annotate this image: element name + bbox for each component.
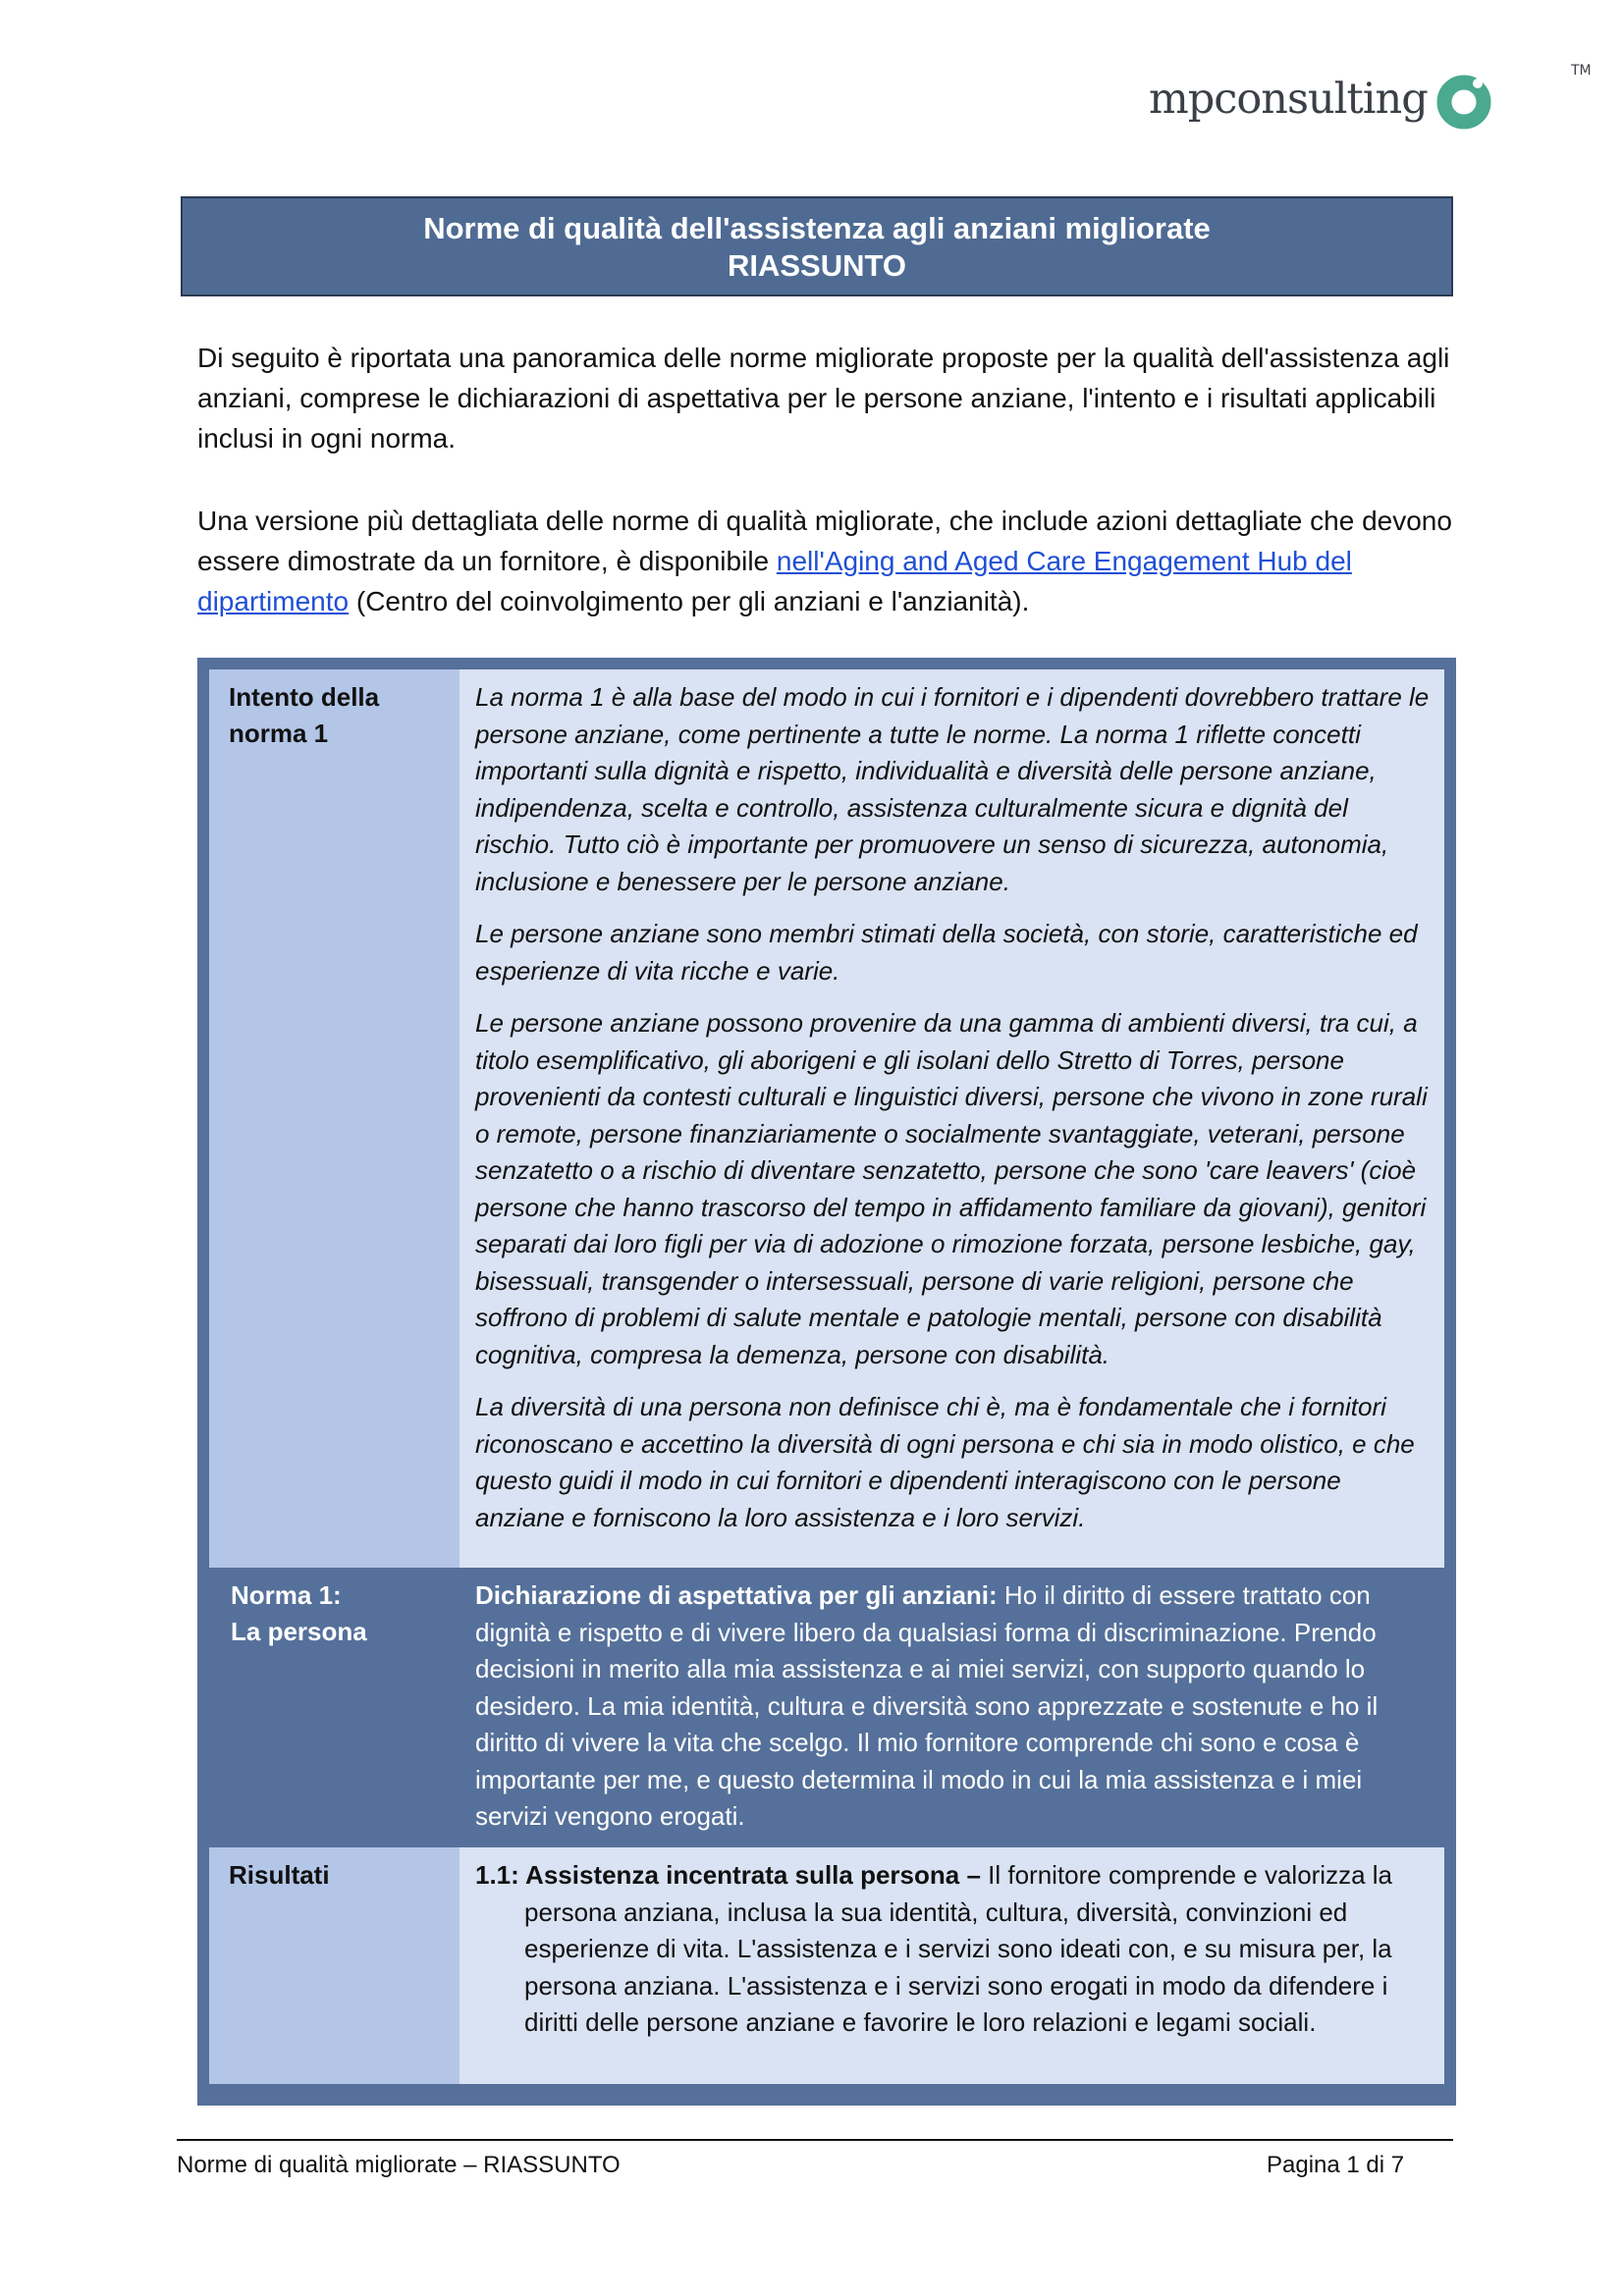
- engagement-hub-link[interactable]: nell'Aging and Aged Care Engagement Hub del dipartimento: [197, 546, 1352, 616]
- intro-paragraph-2: [197, 501, 1454, 621]
- results-body: [460, 1847, 1444, 2084]
- footer-divider: [177, 2139, 1453, 2141]
- intent-label: Intento della norma 1: [209, 669, 460, 1568]
- result-item-title: 1.1: Assistenza incentrata sulla persona –: [475, 1860, 981, 1890]
- logo-wordmark: mpconsulting: [1149, 75, 1428, 124]
- document-title-box: [181, 196, 1453, 296]
- intro-text-after-link: (Centro del coinvolgimento per gli anziani e l'anzianità).: [349, 586, 1030, 616]
- company-logo: [1149, 63, 1592, 133]
- result-item: [475, 1857, 1434, 2042]
- intent-row: [209, 669, 1444, 1568]
- standard-table: [197, 658, 1456, 2106]
- norm-label: Norma 1: La persona: [231, 1580, 367, 1646]
- result-item-text: Il fornitore comprende e valorizza la persona anziana, inclusa la sua identità, cultura, diversità, convinzioni ed esperienze di vita. L'assistenza e i servizi sono ideati con, e su misura per, la persona anziana. L'assistenza e i servizi sono erogati in modo da difendere i diritti delle persone anziane e favorire le loro relazioni e legami sociali.: [524, 1860, 1393, 2037]
- document-subtitle: RIASSUNTO: [727, 248, 906, 283]
- intent-paragraph: Le persone anziane sono membri stimati della società, con storie, caratteristiche ed esperienze di vita ricche e varie.: [475, 919, 1418, 986]
- statement-text: Ho il diritto di essere trattato con dignità e rispetto e di vivere libero da qualsiasi forma di discriminazione. Prendo decisioni in merito alla mia assistenza e ai miei servizi, con supporto quando lo desidero. La mia identità, cultura e diversità sono apprezzate e sostenute e ho il diritto di vivere la vita che scelgo. Il mio fornitore comprende chi sono e cosa è importante per me, e questo determina il modo in cui la mia assistenza e i miei servizi vengono erogati.: [475, 1580, 1379, 1831]
- intent-body: [460, 669, 1444, 1568]
- footer-page-number: Pagina 1 di 7: [1267, 2152, 1405, 2178]
- footer-document-name: Norme di qualità migliorate – RIASSUNTO: [177, 2152, 621, 2178]
- statement-title: Dichiarazione di aspettativa per gli anziani:: [475, 1580, 998, 1610]
- intent-paragraph: La norma 1 è alla base del modo in cui i fornitori e i dipendenti dovrebbero trattare le persone anziane, come pertinente a tutte le norme. La norma 1 riflette concetti importanti sulla dignità e rispetto, individualità e diversità delle persone anziane, indipendenza, scelta e controllo, assistenza culturalmente sicura e dignità del rischio. Tutto ciò è importante per promuovere un senso di sicurezza, autonomia, inclusione e benessere per le persone anziane.: [475, 682, 1430, 896]
- intent-paragraph: La diversità di una persona non definisce chi è, ma è fondamentale che i fornitori riconoscano e accettino la diversità di ogni persona e chi sia in modo olistico, e che questo guidi il modo in cui fornitori e dipendenti interagiscono con le persone anziane e forniscono la loro assistenza e i loro servizi.: [475, 1392, 1415, 1532]
- intro-text-before-link: Una versione più dettagliata delle norme di qualità migliorate, che include azioni dettagliate che devono essere dimostrate da un fornitore, è disponibile: [197, 506, 1452, 576]
- logo-ring-icon: [1434, 72, 1494, 133]
- intent-paragraph: Le persone anziane possono provenire da una gamma di ambienti diversi, tra cui, a titolo esemplificativo, gli aborigeni e gli isolani dello Stretto di Torres, persone provenienti da contesti culturali e linguistici diversi, persone che vivono in zone rurali o remote, persone finanziariamente o socialmente svantaggiate, veterani, persone senzatetto o a rischio di diventare senzatetto, persone che sono 'care leavers' (cioè persone che hanno trascorso del tempo in affidamento familiare da giovani), genitori separati dai loro figli per via di adozione o rimozione forzata, persone lesbiche, gay, bisessuali, transgender o intersessuali, persone di varie religioni, persone che soffrono di problemi di salute mentale e patologie mentali, persone con disabilità cognitiva, compresa la demenza, persone con disabilità.: [475, 1008, 1428, 1369]
- intro-paragraph-1: Di seguito è riportata una panoramica delle norme migliorate proposte per la qualità dell'assistenza agli anziani, comprese le dichiarazioni di aspettativa per le persone anziane, l'intento e i risultati applicabili inclusi in ogni norma.: [197, 343, 1450, 454]
- results-row: [209, 1847, 1444, 2084]
- norm-row: [209, 1568, 1444, 1847]
- norm-statement: [460, 1568, 1444, 1847]
- document-title: Norme di qualità dell'assistenza agli anziani migliorate: [423, 211, 1211, 245]
- trademark-symbol: TM: [1571, 63, 1592, 79]
- results-label: Risultati: [209, 1847, 460, 2084]
